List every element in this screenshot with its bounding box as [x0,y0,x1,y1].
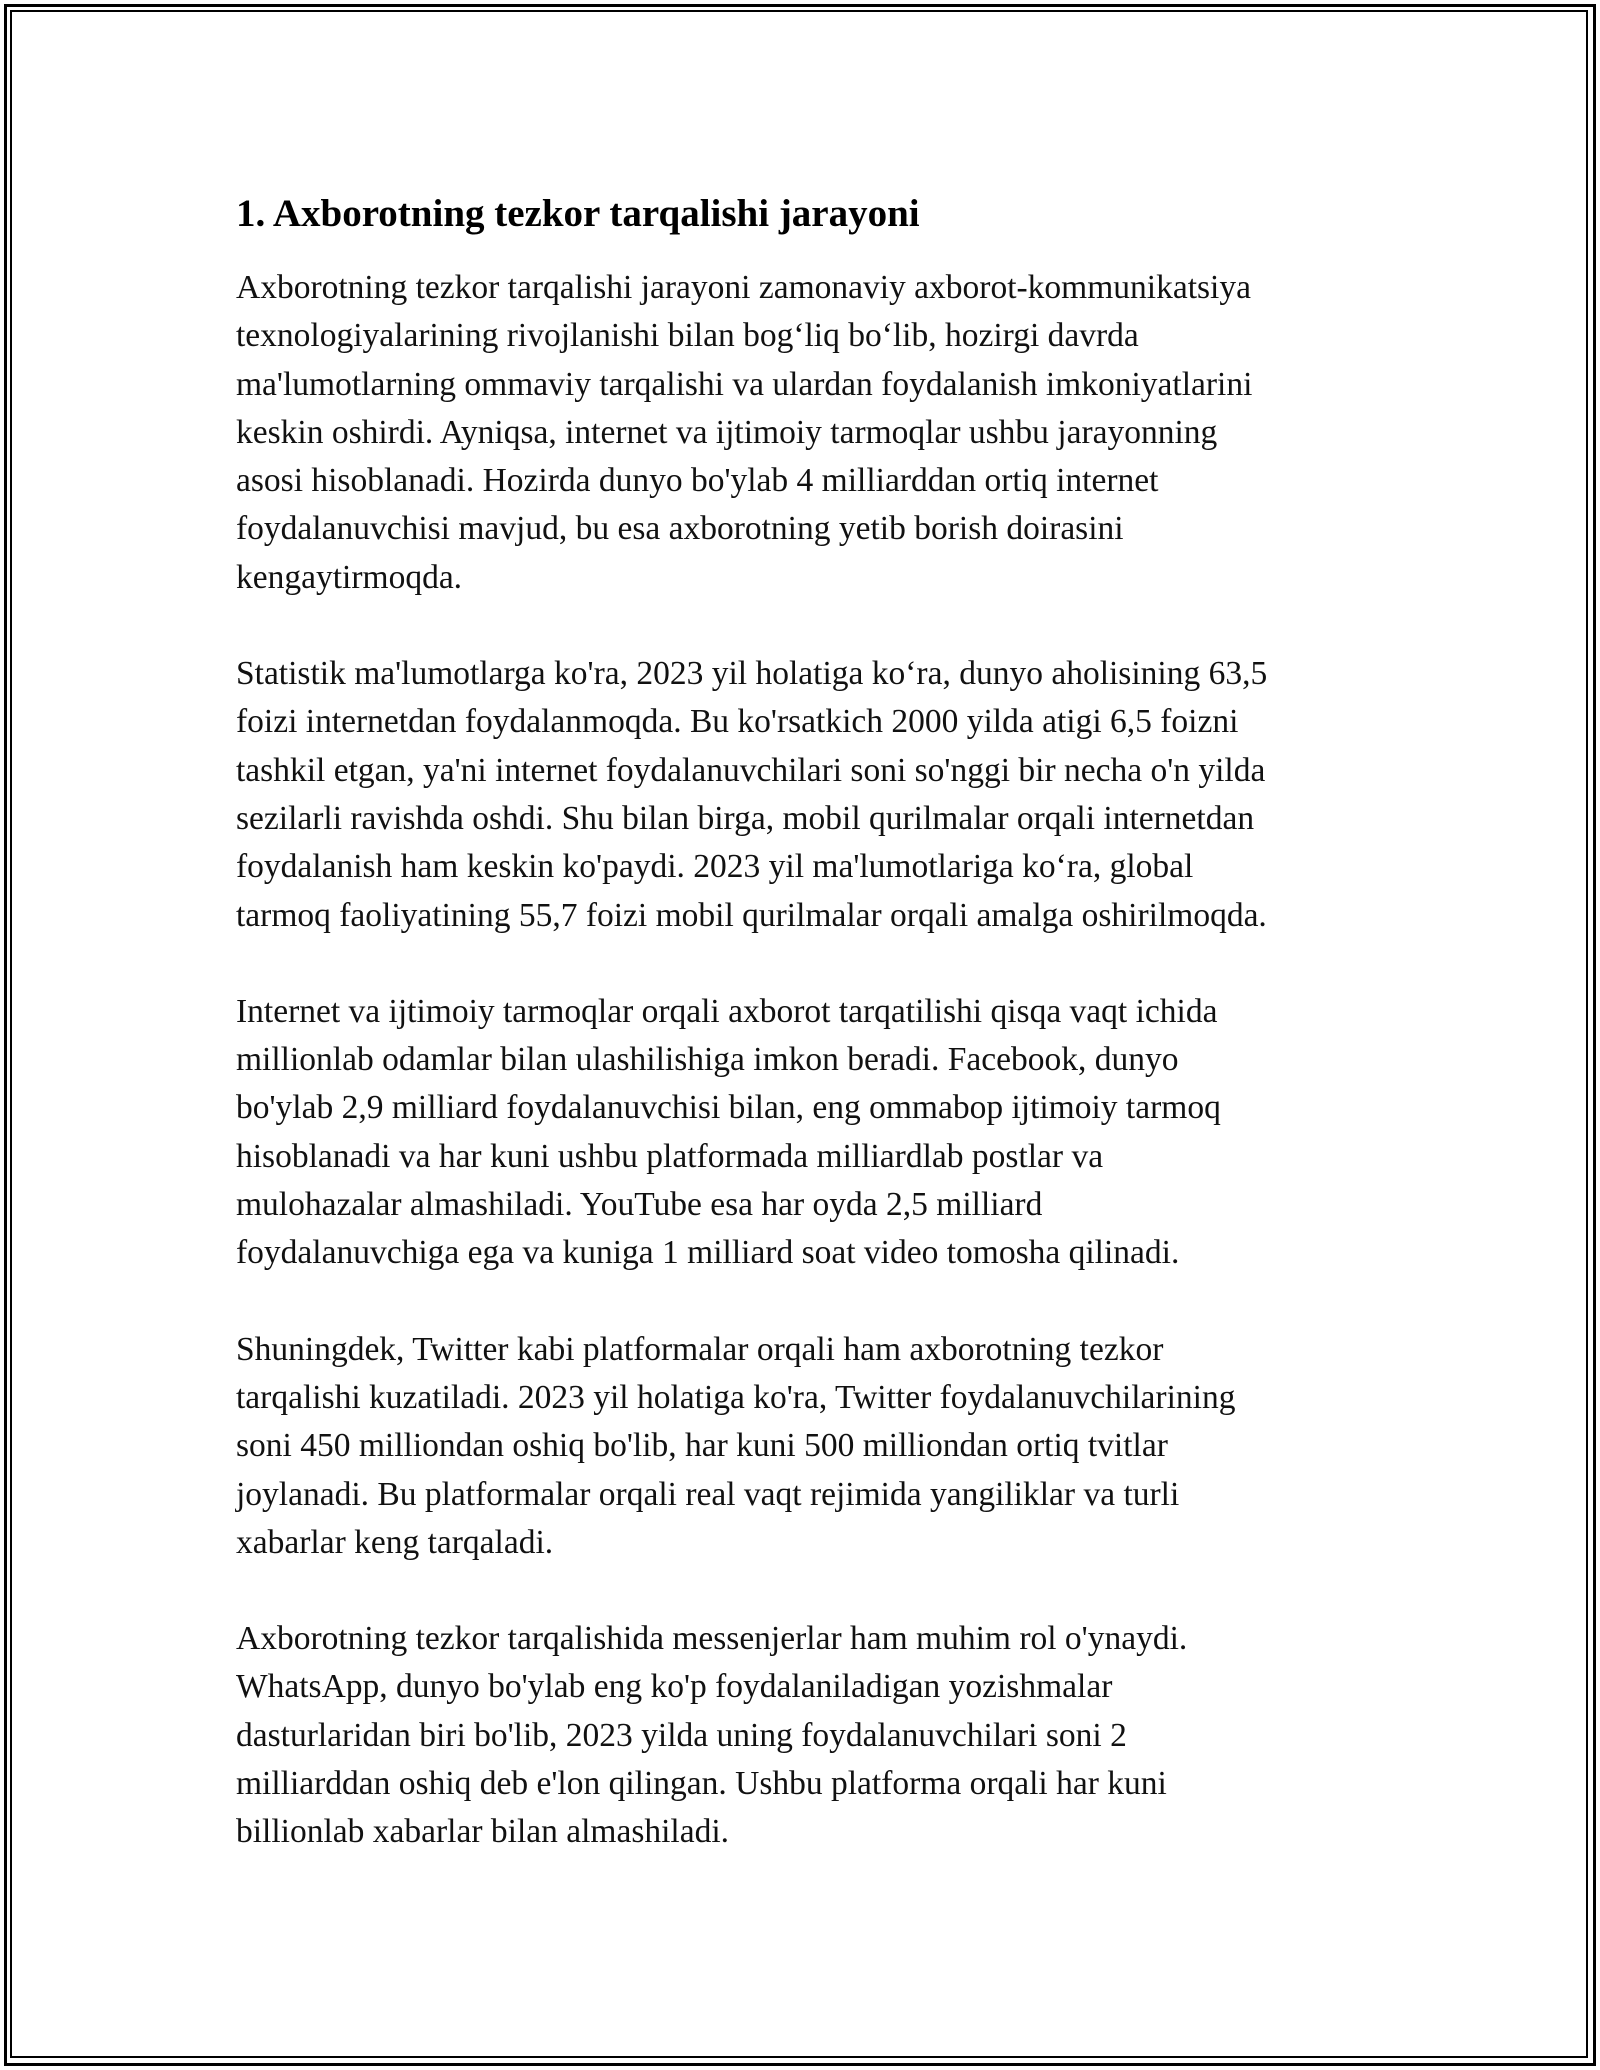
paragraph-line: WhatsApp, dunyo bo'ylab eng ko'p foydalaniladigan yozishmalar [236,1668,1113,1706]
paragraph-line: foydalanish ham keskin ko'paydi. 2023 yil ma'lumotlariga ko‘ra, global [236,848,1194,886]
paragraph-line: keskin oshirdi. Ayniqsa, internet va ijtimoiy tarmoqlar ushbu jarayonning [236,413,1218,451]
paragraph-list [236,264,1406,1857]
paragraph-line: Shuningdek, Twitter kabi platformalar orqali ham axborotning tezkor [236,1330,1164,1368]
paragraph-line: billionlab xabarlar bilan almashiladi. [236,1813,730,1851]
paragraph-line: Axborotning tezkor tarqalishi jarayoni zamonaviy axborot-kommunikatsiya [236,269,1251,306]
paragraph-line: foizi internetdan foydalanmoqda. Bu ko'rsatkich 2000 yilda atigi 6,5 foizni [236,703,1239,741]
paragraph-line: sezilarli ravishda oshdi. Shu bilan birga, mobil qurilmalar orqali internetdan [236,799,1255,837]
paragraph-line: dasturlaridan biri bo'lib, 2023 yilda uning foydalanuvchilari soni 2 [236,1716,1127,1754]
paragraph-line: soni 450 milliondan oshiq bo'lib, har kuni 500 milliondan ortiq tvitlar [236,1427,1168,1465]
paragraph-line: tarmoq faoliyatining 55,7 foizi mobil qurilmalar orqali amalga oshirilmoqda. [236,896,1267,934]
section-heading: 1. Axborotning tezkor tarqalishi jarayoni [236,192,920,235]
paragraph-line: tarqalishi kuzatiladi. 2023 yil holatiga ko'ra, Twitter foydalanuvchilarining [236,1378,1236,1416]
paragraph-2 [236,650,1406,940]
paragraph-line: milliarddan oshiq deb e'lon qilingan. Ushbu platforma orqali har kuni [236,1765,1167,1803]
paragraph-line: hisoblanadi va har kuni ushbu platformada milliardlab postlar va [236,1137,1104,1175]
paragraph-line: foydalanuvchisi mavjud, bu esa axborotning yetib borish doirasini [236,510,1124,548]
paragraph-line: tashkil etgan, ya'ni internet foydalanuvchilari soni so'nggi bir necha o'n yilda [236,751,1266,789]
document-body [236,186,1406,1905]
paragraph-4 [236,1326,1406,1567]
paragraph-line: Statistik ma'lumotlarga ko'ra, 2023 yil holatiga ko‘ra, dunyo aholisining 63,5 [236,655,1268,693]
paragraph-line: ma'lumotlarning ommaviy tarqalishi va ulardan foydalanish imkoniyatlarini [236,365,1253,403]
paragraph-line: bo'ylab 2,9 milliard foydalanuvchisi bilan, eng ommabop ijtimoiy tarmoq [236,1089,1221,1127]
paragraph-line: asosi hisoblanadi. Hozirda dunyo bo'ylab 4 milliarddan ortiq internet [236,462,1159,500]
paragraph-line: xabarlar keng tarqaladi. [236,1523,554,1561]
paragraph-line: kengaytirmoqda. [236,558,463,596]
paragraph-line: Axborotning tezkor tarqalishida messenjerlar ham muhim rol o'ynaydi. [236,1620,1188,1658]
paragraph-3 [236,988,1406,1278]
paragraph-line: mulohazalar almashiladi. YouTube esa har oyda 2,5 milliard [236,1186,1043,1224]
paragraph-line: millionlab odamlar bilan ulashilishiga imkon beradi. Facebook, dunyo [236,1041,1179,1079]
paragraph-1 [236,264,1406,602]
paragraph-line: joylanadi. Bu platformalar orqali real vaqt rejimida yangiliklar va turli [236,1475,1180,1513]
paragraph-5 [236,1615,1406,1856]
paragraph-line: foydalanuvchiga ega va kuniga 1 milliard soat video tomosha qilinadi. [236,1234,1180,1272]
paragraph-line: texnologiyalarining rivojlanishi bilan bog‘liq bo‘lib, hozirgi davrda [236,317,1139,355]
paragraph-line: Internet va ijtimoiy tarmoqlar orqali axborot tarqatilishi qisqa vaqt ichida [236,992,1218,1030]
